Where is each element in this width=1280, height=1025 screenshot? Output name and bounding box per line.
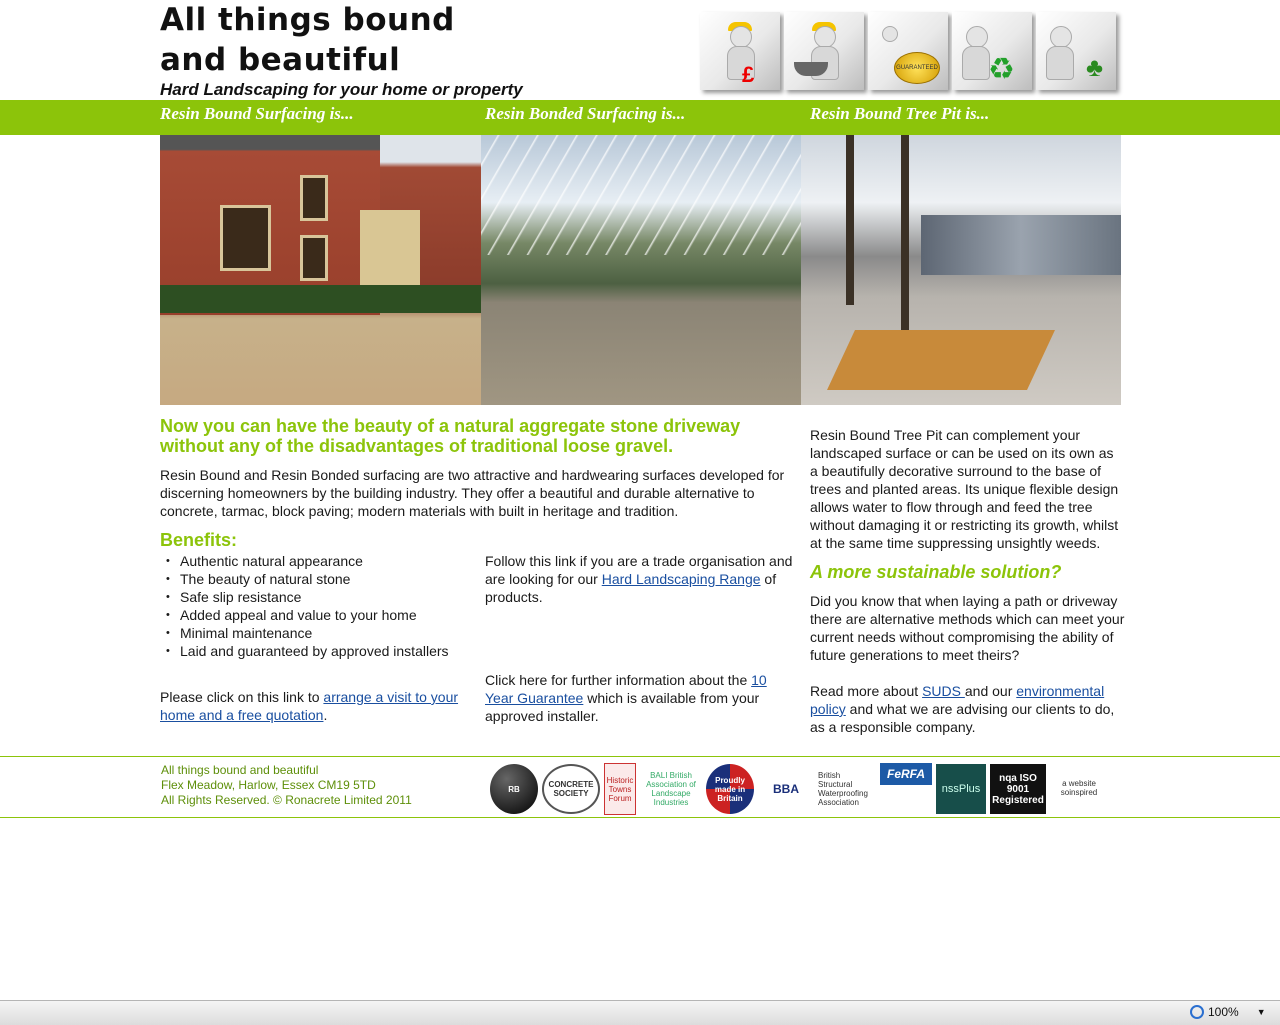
historic-towns-forum-icon[interactable]: Historic Towns Forum — [604, 763, 636, 815]
logo-line2: and beautiful — [160, 42, 401, 78]
arrange-suffix: . — [323, 707, 328, 723]
recycle-icon[interactable]: ♻ — [952, 12, 1032, 90]
list-item: • Minimal maintenance — [160, 624, 449, 642]
list-item: • Authentic natural appearance — [160, 552, 449, 570]
section-heading-bar — [0, 100, 1280, 135]
watering-plant-icon[interactable]: ♣ — [1036, 12, 1116, 90]
guarantee-paragraph — [485, 671, 785, 725]
arrange-prefix: Please click on this link to — [160, 689, 324, 705]
zoom-control[interactable] — [1190, 1005, 1266, 1019]
nav-resin-bound[interactable]: Resin Bound Surfacing is... — [160, 104, 354, 123]
soinspired-icon[interactable]: a website soinspired — [1060, 779, 1098, 797]
footer-copyright: All Rights Reserved. © Ronacrete Limited 2011 — [161, 793, 412, 807]
tree-pit-street-photo[interactable] — [801, 135, 1121, 405]
bba-icon[interactable]: BBA — [773, 782, 799, 796]
accreditation-logos — [490, 763, 1108, 815]
bswa-icon[interactable]: British Structural Waterproofing Association — [818, 771, 868, 807]
resin-bonded-glasshouse-photo[interactable] — [481, 135, 801, 405]
resin-bound-driveway-photo[interactable] — [160, 135, 481, 405]
nssplus-icon[interactable]: nssPlus — [936, 764, 986, 814]
footer-location: Flex Meadow, Harlow, Essex CM19 5TD — [161, 778, 376, 792]
guarantee-suffix: which is available from your approved installer. — [485, 690, 760, 724]
hard-landscaping-range-link[interactable]: Hard Landscaping Range — [601, 571, 761, 587]
installer-wheelbarrow-icon[interactable] — [784, 12, 864, 90]
suds-prefix: Read more about — [810, 683, 923, 699]
ferfa-icon[interactable]: FeRFA — [880, 763, 932, 785]
benefits-title: Benefits: — [160, 530, 238, 550]
footer-company: All things bound and beautiful — [161, 763, 319, 777]
suds-mid: and our — [964, 683, 1017, 699]
hero-photos — [160, 135, 1121, 405]
concrete-society-icon[interactable]: CONCRETE SOCIETY — [542, 764, 600, 814]
environmental-policy-link[interactable]: environmental policy — [810, 683, 1105, 717]
made-in-britain-icon[interactable]: Proudly made in Britain — [706, 764, 754, 814]
zoom-icon — [1190, 1005, 1204, 1019]
list-item: • Laid and guaranteed by approved installers — [160, 642, 449, 660]
guarantee-prefix: Click here for further information about the — [485, 672, 752, 688]
zoom-level: 100% — [1208, 1005, 1239, 1019]
trade-paragraph — [485, 552, 800, 606]
sustainable-title: A more sustainable solution? — [810, 562, 1062, 582]
nav-resin-bonded[interactable]: Resin Bonded Surfacing is... — [485, 104, 686, 123]
suds-suffix: and what we are advising our clients to do, as a responsible company. — [810, 701, 1115, 735]
arrange-visit-link[interactable]: arrange a visit to your home and a free quotation — [160, 689, 459, 723]
footer-address — [161, 763, 412, 808]
rb-badge-icon[interactable]: RB — [490, 764, 538, 814]
iso-9001-icon[interactable]: nqa ISO 9001 Registered — [990, 764, 1046, 814]
list-item: • Added appeal and value to your home — [160, 606, 449, 624]
costs-worker-icon[interactable]: £ — [700, 12, 780, 90]
site-logo[interactable] — [160, 0, 540, 100]
guarantee-medal-icon[interactable] — [868, 12, 948, 90]
browser-status-bar — [0, 1000, 1280, 1025]
sustainable-paragraph: Did you know that when laying a path or driveway there are alternative methods which can meet your current needs without compromising the ability of future generations to meet theirs? — [810, 593, 1125, 663]
chevron-down-icon[interactable]: ▼ — [1256, 1007, 1266, 1017]
list-item: • The beauty of natural stone — [160, 570, 449, 588]
footer — [0, 756, 1280, 818]
main-headline: Now you can have the beauty of a natural aggregate stone driveway without any of the disadvantages of traditional loose gravel. — [160, 416, 741, 456]
suds-link[interactable]: SUDS — [922, 683, 965, 699]
suds-paragraph — [810, 682, 1125, 736]
nav-tree-pit[interactable]: Resin Bound Tree Pit is... — [810, 104, 990, 123]
arrange-visit-paragraph — [160, 688, 470, 724]
logo-tagline: Hard Landscaping for your home or property — [160, 80, 523, 99]
trade-prefix: Follow this link if you are a trade organisation and are looking for our — [485, 553, 793, 587]
header-icon-strip — [700, 12, 1116, 90]
trade-suffix: of products. — [485, 571, 777, 605]
tree-pit-paragraph: Resin Bound Tree Pit can complement your landscaped surface or can be used on its own as a beautifully decorative surround to the base of trees and planted areas. Its unique flexible design allows water to flow through and feed the tree without damaging it or restricting its growth, whilst at the same time suppressing unsightly weeds. — [810, 427, 1119, 551]
benefits-list — [160, 552, 449, 660]
list-item: • Safe slip resistance — [160, 588, 449, 606]
guarantee-medal-label: GUARANTEED — [894, 52, 940, 84]
ten-year-guarantee-link[interactable]: 10 Year Guarantee — [485, 672, 767, 706]
bali-icon[interactable]: BALI British Association of Landscape Industries — [646, 771, 696, 807]
logo-line1: All things bound — [160, 2, 455, 38]
intro-paragraph: Resin Bound and Resin Bonded surfacing are two attractive and hardwearing surfaces developed for discerning homeowners by the building industry. They offer a beautiful and durable alternative to concrete, tarmac, block paving; modern materials with built in heritage and tradition. — [160, 467, 785, 519]
